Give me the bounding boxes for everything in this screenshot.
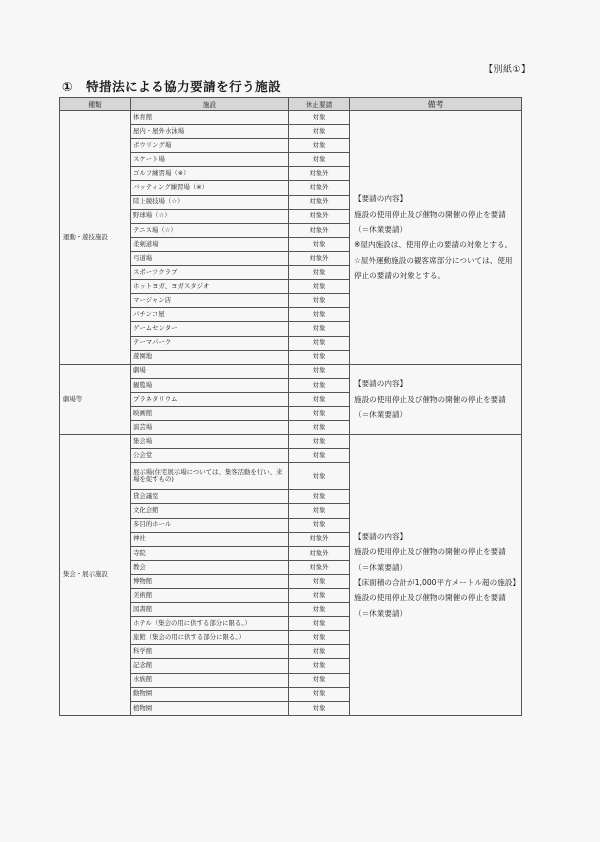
facility-cell: テーマパーク [131, 336, 289, 350]
table-row [60, 435, 522, 449]
request-cell: 対象 [289, 463, 350, 490]
request-cell: 対象 [289, 336, 350, 350]
facility-cell: 動物園 [131, 687, 289, 701]
request-cell: 対象 [289, 603, 350, 617]
facility-cell: ゲームセンター [131, 322, 289, 336]
request-cell: 対象 [289, 350, 350, 364]
facility-cell: 記念館 [131, 659, 289, 673]
facility-cell: 公会堂 [131, 449, 289, 463]
request-cell: 対象外 [289, 195, 350, 209]
request-cell: 対象 [289, 266, 350, 280]
table-header-row [60, 98, 522, 111]
facility-cell: 文化会館 [131, 504, 289, 518]
category-cell: 運動・遊技施設 [60, 111, 131, 365]
facility-cell: 陸上競技場（☆） [131, 195, 289, 209]
request-cell: 対象 [289, 687, 350, 701]
request-cell: 対象外 [289, 181, 350, 195]
notes-cell [350, 364, 522, 434]
request-cell: 対象 [289, 490, 350, 504]
request-cell: 対象 [289, 631, 350, 645]
note-line: 【床面積の合計が1,000平方メートル超の施設】 [354, 578, 521, 587]
request-cell: 対象 [289, 617, 350, 631]
request-cell: 対象外 [289, 209, 350, 223]
request-cell: 対象 [289, 111, 350, 125]
request-cell: 対象 [289, 280, 350, 294]
request-cell: 対象 [289, 673, 350, 687]
table-row [60, 364, 522, 378]
facility-cell: 科学館 [131, 645, 289, 659]
facility-cell: スケート場 [131, 153, 289, 167]
facility-cell: 多目的ホール [131, 518, 289, 532]
request-cell: 対象 [289, 574, 350, 588]
request-cell: 対象 [289, 701, 350, 715]
facility-cell: 美術館 [131, 589, 289, 603]
facility-cell: 集会場 [131, 435, 289, 449]
category-cell: 集会・展示施設 [60, 435, 131, 716]
facility-cell: ホテル（集会の用に供する部分に限る。） [131, 617, 289, 631]
request-cell: 対象 [289, 406, 350, 420]
facility-cell: テニス場（☆） [131, 223, 289, 237]
facility-cell: 柔剣道場 [131, 237, 289, 251]
note-line: 施設の使用停止及び催物の開催の停止を要請（＝休業要請） [354, 547, 506, 572]
request-cell: 対象 [289, 308, 350, 322]
facility-cell: バッティング練習場（※） [131, 181, 289, 195]
facility-cell: スポーツクラブ [131, 266, 289, 280]
note-line: 【要請の内容】 [354, 379, 408, 389]
facility-cell: マージャン店 [131, 294, 289, 308]
facility-cell: ゴルフ練習場（※） [131, 167, 289, 181]
facility-cell: 貸会議室 [131, 490, 289, 504]
note-line: 施設の使用停止及び催物の開催の停止を要請（＝休業要請） [354, 593, 506, 618]
request-cell: 対象 [289, 125, 350, 139]
facility-cell: ボウリング場 [131, 139, 289, 153]
header-facility: 施設 [131, 98, 289, 111]
facility-cell: 旅館（集会の用に供する部分に限る。） [131, 631, 289, 645]
facility-cell: パチンコ屋 [131, 308, 289, 322]
facility-cell: プラネタリウム [131, 392, 289, 406]
request-cell: 対象外 [289, 532, 350, 546]
facility-cell: 体育館 [131, 111, 289, 125]
facility-cell: 野球場（☆） [131, 209, 289, 223]
request-cell: 対象 [289, 589, 350, 603]
request-cell: 対象 [289, 364, 350, 378]
facility-cell: 映画館 [131, 406, 289, 420]
table-row [60, 111, 522, 125]
facility-table [59, 97, 522, 716]
request-cell: 対象外 [289, 560, 350, 574]
facility-cell: 博物館 [131, 574, 289, 588]
request-cell: 対象外 [289, 251, 350, 265]
request-cell: 対象 [289, 449, 350, 463]
facility-cell: 図書館 [131, 603, 289, 617]
facility-cell: 展示場(住宅展示場については、集客活動を行い、来場を促すもの) [131, 463, 289, 490]
request-cell: 対象 [289, 378, 350, 392]
notes-cell [350, 435, 522, 716]
facility-cell: 屋内・屋外水泳場 [131, 125, 289, 139]
note-line: ☆屋外運動施設の観客席部分については、使用停止の要請の対象とする。 [354, 255, 513, 281]
facility-cell: 演芸場 [131, 421, 289, 435]
request-cell: 対象 [289, 139, 350, 153]
request-cell: 対象 [289, 392, 350, 406]
request-cell: 対象外 [289, 223, 350, 237]
request-cell: 対象 [289, 322, 350, 336]
request-cell: 対象 [289, 294, 350, 308]
request-cell: 対象 [289, 153, 350, 167]
facility-cell: 水族館 [131, 673, 289, 687]
request-cell: 対象外 [289, 546, 350, 560]
facility-cell: 寺院 [131, 546, 289, 560]
request-cell: 対象 [289, 645, 350, 659]
annex-label: 【別紙①】 [484, 65, 531, 75]
page-title: ① 特措法による協力要請を行う施設 [62, 79, 282, 94]
category-cell: 劇場等 [60, 364, 131, 434]
request-cell: 対象外 [289, 167, 350, 181]
notes-cell [350, 111, 522, 365]
request-cell: 対象 [289, 237, 350, 251]
request-cell: 対象 [289, 659, 350, 673]
facility-cell: 神社 [131, 532, 289, 546]
request-cell: 対象 [289, 518, 350, 532]
header-type: 種類 [60, 98, 131, 111]
facility-cell: 遊園地 [131, 350, 289, 364]
note-line: 【要請の内容】 [354, 194, 408, 204]
note-line: 施設の使用停止及び催物の開催の停止を要請（＝休業要請） [354, 394, 506, 420]
note-line: 施設の使用停止及び催物の開催の停止を要請（＝休業要請） [354, 209, 506, 234]
request-cell: 対象 [289, 504, 350, 518]
note-line: 【要請の内容】 [354, 531, 408, 541]
facility-cell: 教会 [131, 560, 289, 574]
facility-cell: 劇場 [131, 364, 289, 378]
request-cell: 対象 [289, 435, 350, 449]
header-notes: 備考 [350, 98, 522, 111]
note-line: ※屋内施設は、使用停止の要請の対象とする。 [354, 240, 513, 250]
facility-cell: ホットヨガ、ヨガスタジオ [131, 280, 289, 294]
header-request: 休止要請 [289, 98, 350, 111]
facility-cell: 弓道場 [131, 251, 289, 265]
request-cell: 対象 [289, 421, 350, 435]
facility-cell: 観覧場 [131, 378, 289, 392]
facility-cell: 植物園 [131, 701, 289, 715]
